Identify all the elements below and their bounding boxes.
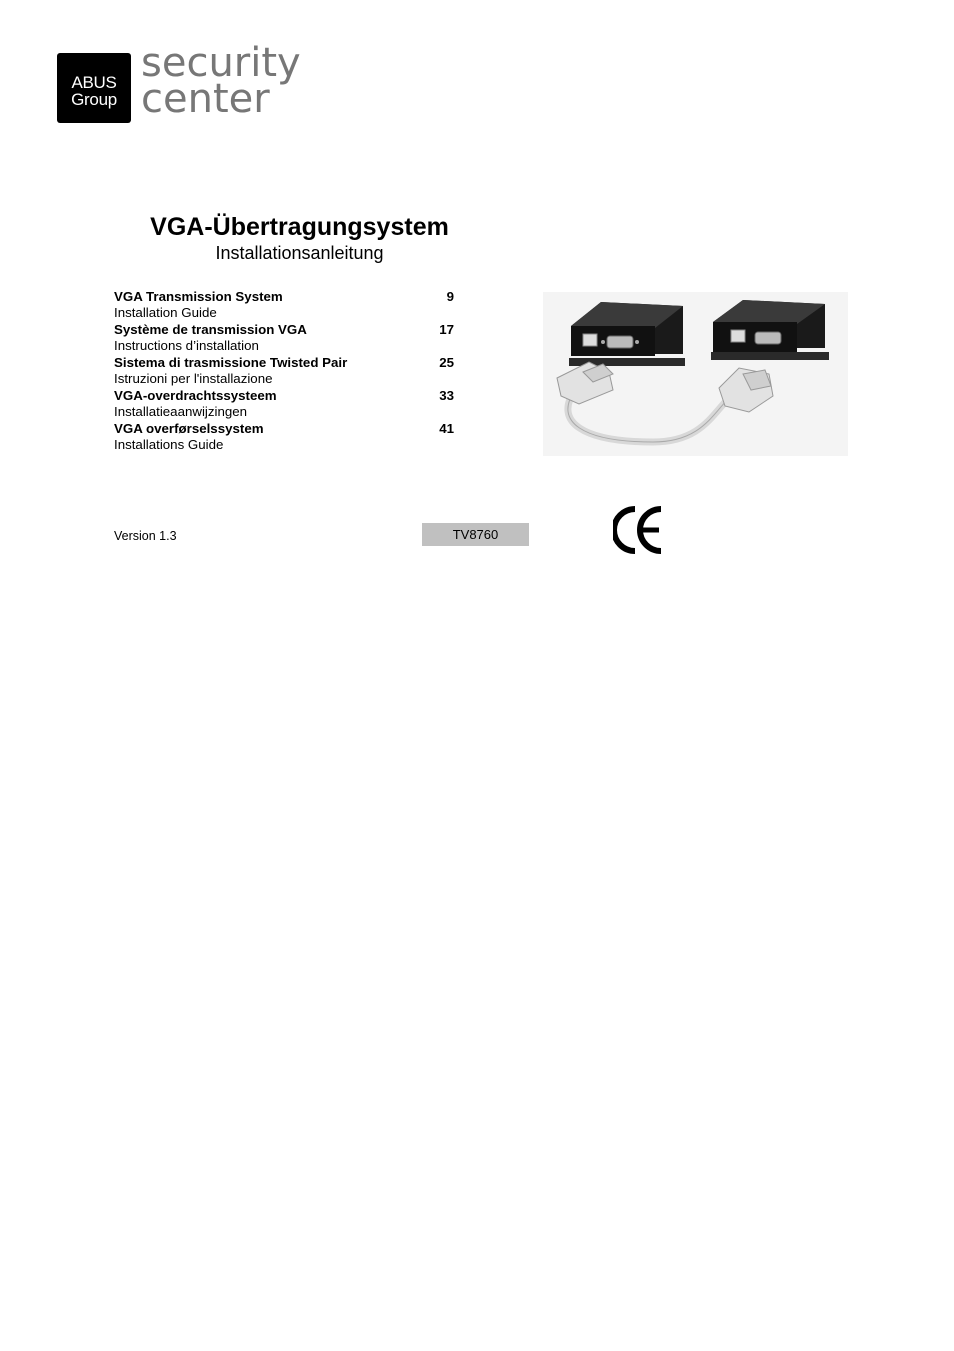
toc-entry-subtitle: Installatieaanwijzingen [114, 404, 248, 419]
toc-entry-dutch [114, 387, 454, 420]
toc-entry-title: VGA-overdrachtssysteem [114, 388, 277, 403]
logo-text-line1: security [141, 40, 301, 86]
toc-entry-title: VGA overførselssystem [114, 421, 264, 436]
toc-entry-subtitle: Installation Guide [114, 305, 217, 320]
toc-entry-title: VGA Transmission System [114, 289, 283, 304]
toc-entry-french [114, 321, 454, 354]
product-photo [543, 292, 848, 456]
ce-mark-icon [613, 505, 665, 555]
vga-extender-photo-icon [543, 292, 848, 456]
toc-entry-page: 17 [439, 322, 454, 337]
toc-entry-page: 33 [439, 388, 454, 403]
toc-entry-english [114, 288, 454, 321]
toc-entry-title: Sistema di trasmissione Twisted Pair [114, 355, 348, 370]
security-center-wordmark [141, 40, 301, 122]
document-title-block [146, 211, 453, 263]
toc-entry-subtitle: Installations Guide [114, 437, 224, 452]
toc-entry-subtitle: Istruzioni per l'installazione [114, 371, 273, 386]
toc-entry-title: Système de transmission VGA [114, 322, 307, 337]
document-title: VGA-Übertragungsystem [150, 213, 449, 241]
toc-entry-page: 25 [439, 355, 454, 370]
document-subtitle: Installationsanleitung [215, 243, 384, 263]
toc-entry-danish [114, 420, 454, 453]
table-of-contents [114, 288, 454, 453]
toc-entry-subtitle: Instructions d’installation [114, 338, 259, 353]
abus-security-center-logo [57, 40, 301, 125]
document-version: Version 1.3 [114, 529, 177, 543]
toc-entry-italian [114, 354, 454, 387]
logo-box-line2: Group [71, 90, 117, 109]
abus-group-logo-box [57, 53, 131, 123]
logo-text-line2: center [141, 76, 270, 122]
model-number-badge: TV8760 [422, 523, 529, 546]
toc-entry-page: 41 [439, 421, 454, 436]
logo-box-line1: ABUS [71, 73, 117, 92]
toc-entry-page: 9 [446, 289, 454, 304]
